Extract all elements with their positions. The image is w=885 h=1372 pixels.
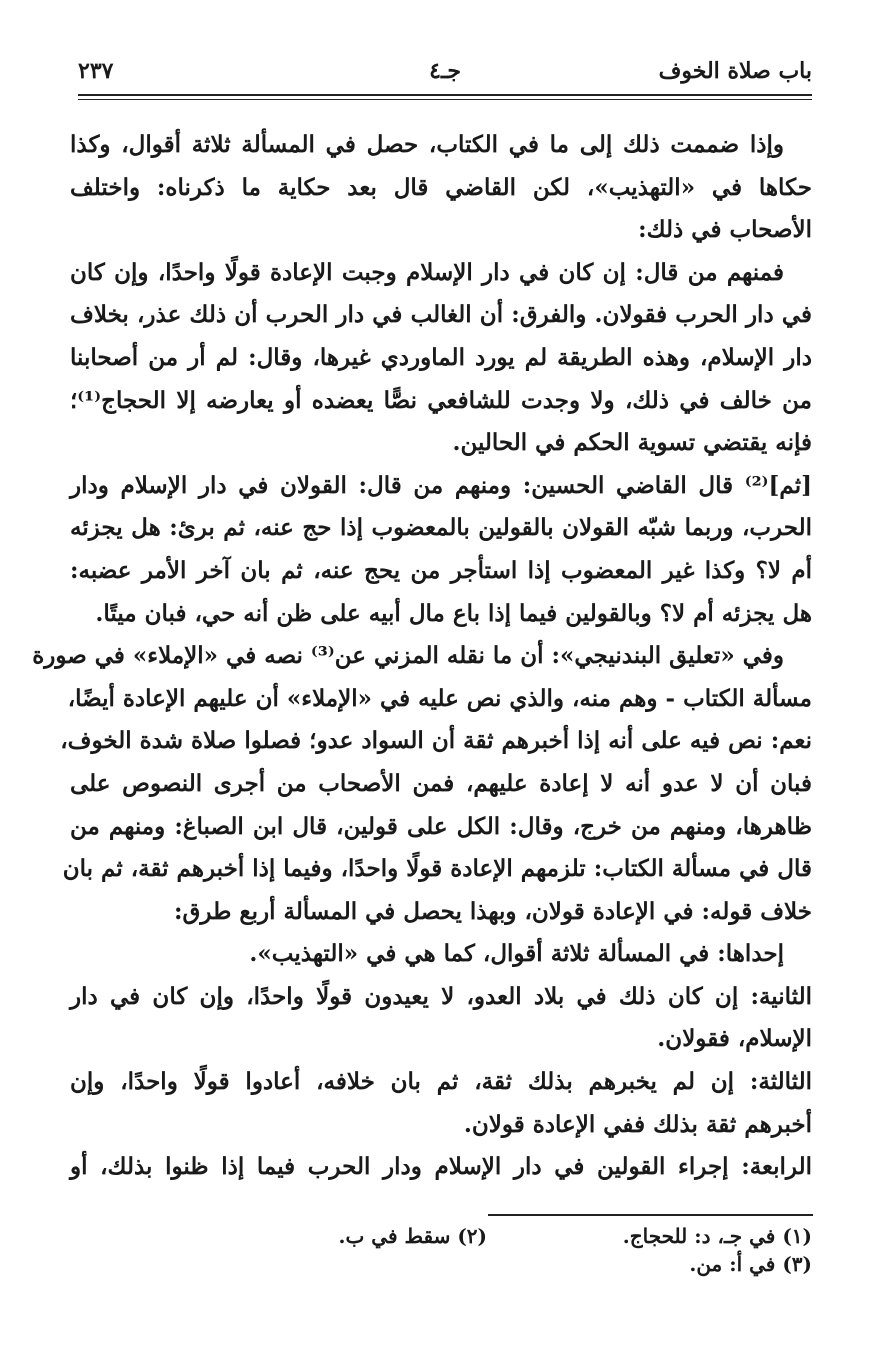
footnote-row: [70, 1250, 812, 1278]
page-header: [78, 58, 812, 90]
header-rule: [78, 94, 812, 96]
footnote-rule: [488, 1214, 813, 1216]
header-rule-thin: [78, 99, 812, 100]
text-line: مسألة الكتاب - وهم منه، والذي نص عليه في «الإملاء» أن عليهم الإعادة أيضًا،: [67, 684, 812, 712]
text-line: الرابعة: إجراء القولين في دار الإسلام ودار الحرب فيما إذا ظنوا بذلك، أو: [70, 1153, 812, 1181]
text-line: الأصحاب في ذلك:: [638, 216, 812, 244]
text-line: فبان أن لا عدو أنه لا إعادة عليهم، فمن الأصحاب من أجرى النصوص على: [70, 769, 812, 797]
text-line: دار الإسلام، وهذه الطريقة لم يورد الماوردي غيرها، وقال: لم أر من أصحابنا: [70, 343, 812, 371]
text-line: أخبرهم ثقة بذلك ففي الإعادة قولان.: [463, 1110, 812, 1138]
text-line: هل يجزئه أم لا؟ وبالقولين فيما إذا باع مال أبيه على ظن أنه حي، فبان ميتًا.: [95, 599, 812, 627]
text-line: فمنهم من قال: إن كان في دار الإسلام وجبت الإعادة قولًا واحدًا، وإن كان: [70, 258, 784, 286]
text-line: حكاها في «التهذيب»، لكن القاضي قال بعد حكاية ما ذكرناه: واختلف: [70, 173, 812, 201]
volume-label: جـ٤: [429, 58, 461, 84]
text-line: وإذا ضممت ذلك إلى ما في الكتاب، حصل في المسألة ثلاثة أقوال، وكذا: [70, 131, 784, 158]
text-line: إحداها: في المسألة ثلاثة أقوال، كما هي في «التهذيب».: [249, 940, 784, 968]
text-line: [ثم]⁽²⁾ قال القاضي الحسين: ومنهم من قال: القولان في دار الإسلام ودار: [70, 471, 812, 499]
text-line: الحرب، وربما شبّه القولان بالقولين بالمعضوب إذا حج عنه، ثم برئ: هل يجزئه: [70, 514, 812, 542]
text-line: خلاف قوله: في الإعادة قولان، وبهذا يحصل في المسألة أربع طرق:: [174, 897, 812, 925]
text-line: الإسلام، فقولان.: [657, 1025, 812, 1053]
main-text: [32, 124, 812, 1189]
text-line: الثانية: إن كان ذلك في بلاد العدو، لا يعيدون قولًا واحدًا، وإن كان في دار: [70, 982, 812, 1010]
text-line: أم لا؟ وكذا غير المعضوب إذا استأجر من يحج عنه، ثم بان آخر الأمر عضبه:: [70, 556, 812, 584]
chapter-title: باب صلاة الخوف: [658, 58, 812, 84]
footnote-2: (٢) سقط في ب.: [338, 1224, 487, 1248]
text-line: وفي «تعليق البندنيجي»: أن ما نقله المزني عن⁽³⁾ نصه في «الإملاء» في صورة: [32, 642, 784, 670]
page-number: ٢٣٧: [78, 58, 114, 84]
footnote-1: (١) في جـ، د: للحجاج.: [622, 1224, 812, 1248]
footnote-row: [70, 1222, 812, 1250]
text-line: الثالثة: إن لم يخبرهم بذلك ثقة، ثم بان خلافه، أعادوا قولًا واحدًا، وإن: [70, 1068, 812, 1096]
text-line: في دار الحرب فقولان. والفرق: أن الغالب في دار الحرب أن ذلك عذر، بخلاف: [70, 301, 812, 329]
footnotes: [70, 1222, 812, 1278]
text-line: ظاهرها، ومنهم من خرج، وقال: الكل على قولين، قال ابن الصباغ: ومنهم من: [70, 812, 812, 840]
footnote-3: (٣) في أ: من.: [689, 1252, 812, 1276]
text-line: فإنه يقتضي تسوية الحكم في الحالين.: [452, 429, 812, 457]
text-line: نعم: نص فيه على أنه إذا أخبرهم ثقة أن السواد عدو؛ فصلوا صلاة شدة الخوف،: [60, 727, 812, 755]
text-line: من خالف في ذلك، ولا وجدت للشافعي نصًّا يعضده أو يعارضه إلا الحجاج⁽¹⁾؛: [70, 386, 812, 414]
text-line: قال في مسألة الكتاب: تلزمهم الإعادة قولًا واحدًا، وفيما إذا أخبرهم ثقة، ثم بان: [62, 855, 812, 883]
